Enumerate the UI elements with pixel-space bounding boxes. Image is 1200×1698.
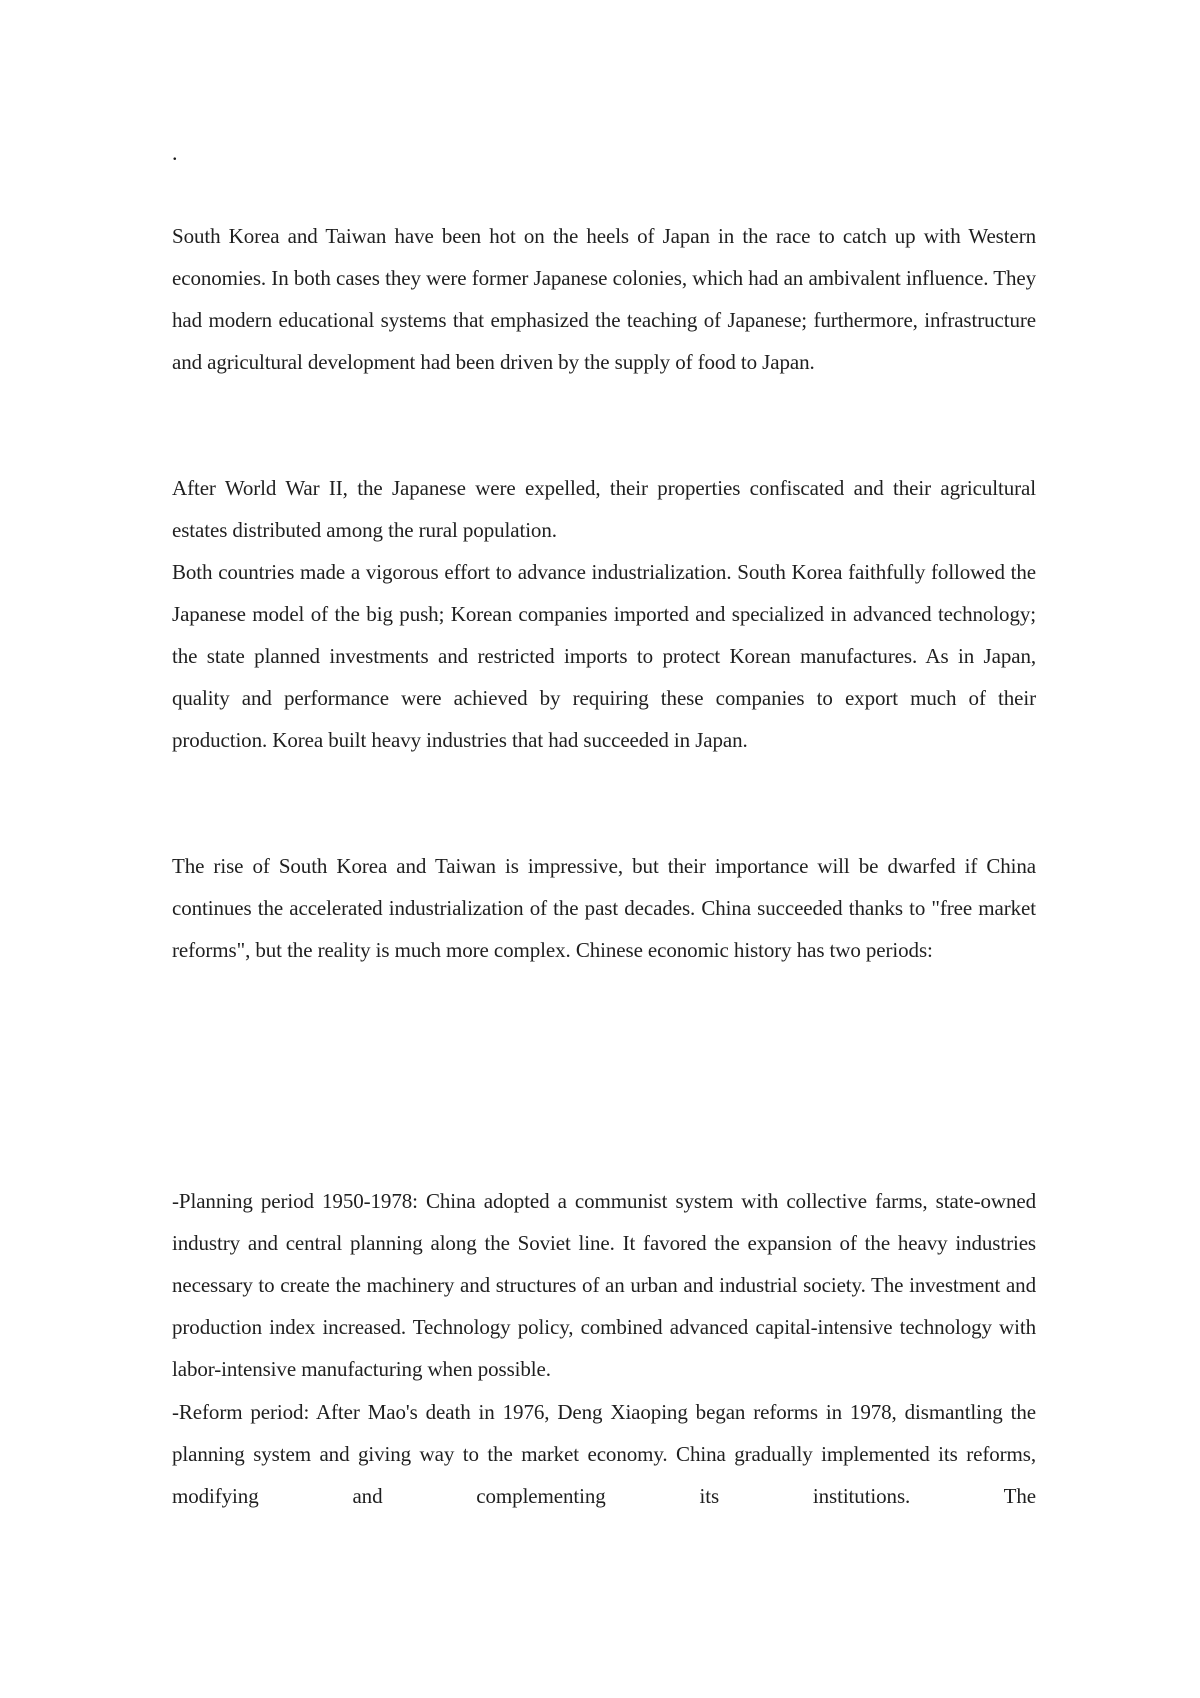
- paragraph-china-rise: The rise of South Korea and Taiwan is impressive, but their importance will be dwarfed if China continues the accelerated industrialization of the past decades. China succeeded thanks to "free market reforms", but the reality is much more complex. Chinese economic history has two periods:: [172, 854, 1036, 962]
- paragraph-industrialization: Both countries made a vigorous effort to advance industrialization. South Korea faithfully followed the Japanese model of the big push; Korean companies imported and specialized in advanced technology; the state planned investments and restricted imports to protect Korean manufactures. As in Japan, quality and performance were achieved by requiring these companies to export much of their production. Korea built heavy industries that had succeeded in Japan.: [172, 560, 1036, 752]
- paragraph-post-war: After World War II, the Japanese were expelled, their properties confiscated and their agricultural estates distributed among the rural population.: [172, 476, 1036, 542]
- paragraph-planning-period: -Planning period 1950-1978: China adopted a communist system with collective farms, state-owned industry and central planning along the Soviet line. It favored the expansion of the heavy industries necessary to create the machinery and structures of an urban and industrial society. The investment and production index increased. Technology policy, combined advanced capital-intensive technology with labor-intensive manufacturing when possible.: [172, 1189, 1036, 1381]
- paragraph-reform-period: -Reform period: After Mao's death in 1976, Deng Xiaoping began reforms in 1978, dismantling the planning system and giving way to the market economy. China gradually implemented its reforms, modifying and complementing its institutions. The: [172, 1400, 1036, 1508]
- leading-marker: .: [172, 140, 178, 165]
- paragraph-korea-taiwan-intro: South Korea and Taiwan have been hot on the heels of Japan in the race to catch up with Western economies. In both cases they were former Japanese colonies, which had an ambivalent influence. They had modern educational systems that emphasized the teaching of Japanese; furthermore, infrastructure and agricultural development had been driven by the supply of food to Japan.: [172, 224, 1036, 374]
